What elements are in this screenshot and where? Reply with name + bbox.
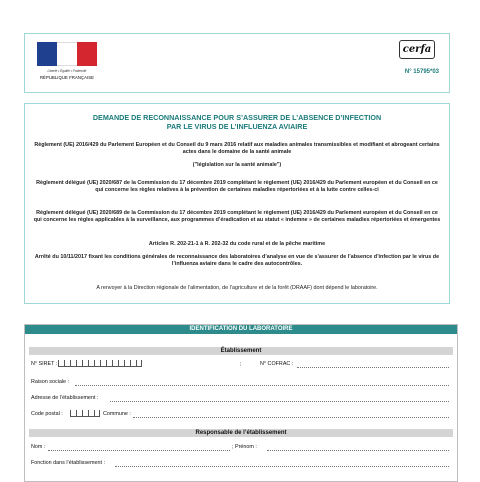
regulation-2020-687: Règlement délégué (UE) 2020/687 de la Commission du 17 décembre 2019 complétant le règlement (UE) 2016/429 du Parlement européen et du Conseil en ce qui concerne les règles relatives à la prévention de certaines maladies répertoriées et à la lutte contre celles-ci bbox=[36, 180, 438, 193]
cerfa-number: N° 15795*03 bbox=[404, 69, 439, 75]
rf-name: RÉPUBLIQUE FRANÇAISE bbox=[39, 75, 95, 80]
marianne-flag-icon bbox=[37, 42, 97, 66]
code-postal-label: Code postal : bbox=[31, 411, 63, 417]
return-instructions: A renvoyer à la Direction régionale de l’alimentation, de l’agriculture et de la forêt (DRAAF) dont dépend le laboratoire. bbox=[96, 285, 378, 291]
cerfa-logo: cerfa bbox=[399, 40, 435, 59]
cofrac-input[interactable] bbox=[297, 367, 449, 368]
nom-input[interactable] bbox=[48, 450, 230, 451]
republique-francaise-logo bbox=[31, 40, 103, 82]
title-box bbox=[24, 103, 450, 304]
siret-label: N° SIRET : bbox=[31, 361, 58, 367]
raison-sociale-input[interactable] bbox=[75, 385, 449, 386]
form-title-line-1: DEMANDE DE RECONNAISSANCE POUR S’ASSURER DE L’ABSENCE D’INFECTION bbox=[92, 113, 382, 122]
regulation-2016-429-note: ("législation sur la santé animale") bbox=[192, 162, 282, 168]
adresse-label: Adresse de l’établissement : bbox=[31, 395, 99, 401]
siret-input[interactable] bbox=[58, 360, 142, 367]
section-title-identification: IDENTIFICATION DU LABORATOIRE bbox=[25, 325, 457, 334]
nom-label: Nom : bbox=[31, 444, 46, 450]
raison-sociale-label: Raison sociale : bbox=[31, 379, 70, 385]
subsection-responsable: Responsable de l’établissement bbox=[29, 429, 453, 437]
form-title-line-2: PAR LE VIRUS DE L’INFLUENZA AVIAIRE bbox=[166, 122, 308, 131]
form-title bbox=[25, 113, 449, 131]
header-box bbox=[24, 33, 450, 93]
prenom-input[interactable] bbox=[267, 450, 449, 451]
code-postal-input[interactable] bbox=[70, 410, 100, 417]
fonction-label: Fonction dans l’établissement : bbox=[31, 460, 106, 466]
commune-input[interactable] bbox=[133, 417, 449, 418]
arrete-2017: Arrêté du 10/11/2017 fixant les conditions générales de reconnaissance des laboratoires d’analyse en vue de s’assurer de l’absence d’infection par le virus de l’influenza aviaire dans le cadre des autocontrôles. bbox=[34, 254, 440, 267]
regulation-2020-689: Règlement délégué (UE) 2020/689 de la Commission du 17 décembre 2019 complétant le règlement (UE) 2016/429 du Parlement européen et du Conseil en ce qui concerne les règles applicables à la surveillance, aux programmes d’éradication et au statut « indemne » de certaines maladies répertoriées et émergentes bbox=[33, 210, 441, 223]
laboratory-identification-form bbox=[24, 324, 458, 482]
fonction-input[interactable] bbox=[115, 466, 449, 467]
siret-separator: ; bbox=[240, 361, 242, 367]
regulation-2016-429: Règlement (UE) 2016/429 du Parlement Européen et du Conseil du 9 mars 2016 relatif aux maladies animales transmissibles et modifiant et abrogeant certains actes dans le domaine de la santé animale bbox=[34, 142, 440, 155]
rf-motto: Liberté • Égalité • Fraternité bbox=[47, 69, 87, 73]
prenom-label: ; Prénom : bbox=[232, 444, 257, 450]
code-rural-articles: Articles R. 202-21-1 à R. 202-32 du code rural et de la pêche maritime bbox=[148, 241, 326, 247]
commune-label: Commune : bbox=[103, 411, 131, 417]
cofrac-label: N° COFRAC : bbox=[260, 361, 294, 367]
subsection-etablissement: Établissement bbox=[29, 347, 453, 355]
adresse-input[interactable] bbox=[110, 401, 449, 402]
